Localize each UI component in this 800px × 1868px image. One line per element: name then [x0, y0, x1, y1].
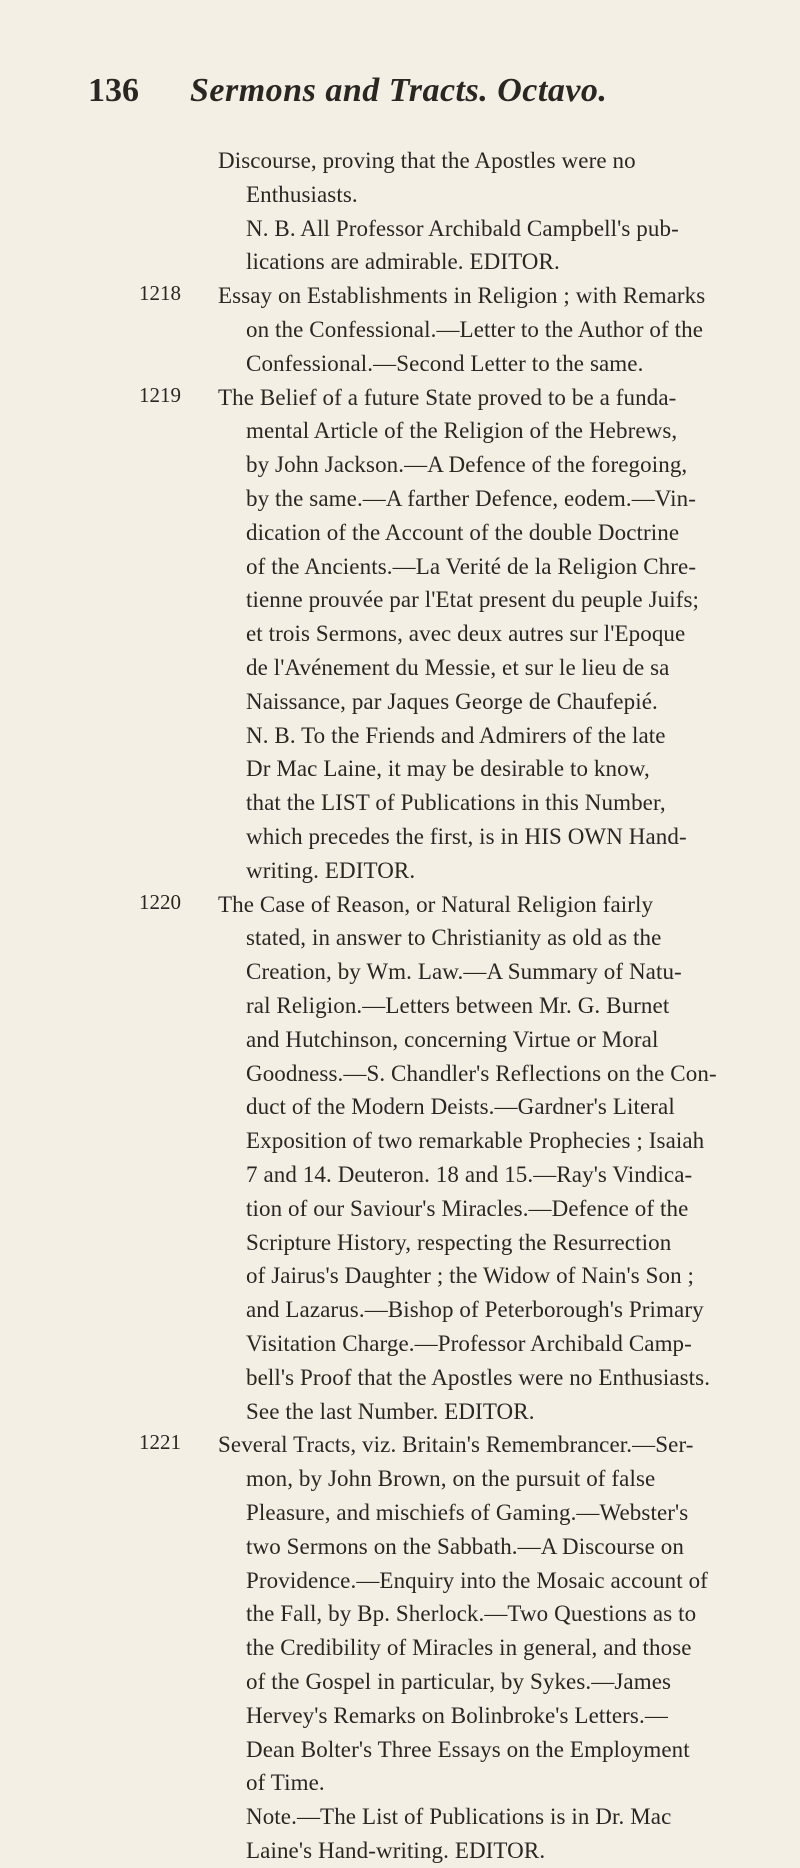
text-line: Scripture History, respecting the Resurrection [246, 1229, 672, 1255]
text-line: The Belief of a future State proved to be a funda- [218, 384, 677, 410]
text-line: Hervey's Remarks on Bolinbroke's Letters.— [246, 1702, 668, 1728]
text-line: Naissance, par Jaques George de Chaufepié. [246, 688, 658, 714]
text-line: and Lazarus.—Bishop of Peterborough's Primary [246, 1297, 704, 1323]
page-header [88, 72, 748, 122]
text-line: et trois Sermons, avec deux autres sur l'Epoque [246, 621, 686, 647]
text-line: mon, by John Brown, on the pursuit of false [246, 1466, 656, 1492]
text-line: dication of the Account of the double Doctrine [246, 519, 680, 545]
text-line: N. B. To the Friends and Admirers of the late [246, 722, 666, 748]
text-line: of Jairus's Daughter ; the Widow of Nain's Son ; [246, 1263, 695, 1289]
entry-text [218, 1428, 748, 1867]
text-line: Laine's Hand-writing. EDITOR. [246, 1837, 546, 1863]
text-line: of the Gospel in particular, by Sykes.—James [246, 1668, 672, 1694]
text-line: and Hutchinson, concerning Virtue or Moral [246, 1026, 659, 1052]
text-line: 7 and 14. Deuteron. 18 and 15.—Ray's Vindica- [246, 1161, 693, 1187]
entry-number: 1220 [139, 889, 181, 914]
text-line: ral Religion.—Letters between Mr. G. Burnet [246, 992, 670, 1018]
text-line: de l'Avénement du Messie, et sur le lieu de sa [246, 654, 670, 680]
text-line: by John Jackson.—A Defence of the foregoing, [246, 452, 688, 478]
text-line: tion of our Saviour's Miracles.—Defence of the [246, 1195, 689, 1221]
text-line: mental Article of the Religion of the Hebrews, [246, 418, 678, 444]
text-line: Dr Mac Laine, it may be desirable to know, [246, 756, 650, 782]
text-line: the Credibility of Miracles in general, and those [246, 1635, 692, 1661]
entry-text [218, 888, 748, 1429]
page-number: 136 [88, 72, 139, 109]
text-line: of Time. [246, 1770, 325, 1796]
text-line: Dean Bolter's Three Essays on the Employment [246, 1736, 690, 1762]
entry-number: 1218 [139, 281, 181, 306]
entry-text [218, 144, 748, 279]
text-line: Visitation Charge.—Professor Archibald Camp- [246, 1330, 692, 1356]
text-line: bell's Proof that the Apostles were no Enthusiasts. [246, 1364, 711, 1390]
text-line: Goodness.—S. Chandler's Reflections on the Con- [246, 1060, 717, 1086]
text-line: Exposition of two remarkable Prophecies ; Isaiah [246, 1128, 705, 1154]
text-line: two Sermons on the Sabbath.—A Discourse on [246, 1533, 684, 1559]
text-line: See the last Number. EDITOR. [246, 1398, 535, 1424]
text-line: N. B. All Professor Archibald Campbell's pub- [246, 215, 679, 241]
text-line: Essay on Establishments in Religion ; with Remarks [218, 283, 706, 309]
text-line: Enthusiasts. [246, 181, 358, 207]
text-line: Discourse, proving that the Apostles were no [218, 148, 636, 173]
text-line: Providence.—Enquiry into the Mosaic account of [246, 1567, 708, 1593]
entry-text [218, 279, 748, 380]
text-line: The Case of Reason, or Natural Religion fairly [218, 891, 654, 917]
running-title: Sermons and Tracts. Octavo. [190, 72, 608, 109]
text-line: Pleasure, and mischiefs of Gaming.—Webster's [246, 1499, 689, 1525]
text-line: duct of the Modern Deists.—Gardner's Literal [246, 1094, 675, 1120]
entry-text [218, 381, 748, 888]
text-line: by the same.—A farther Defence, eodem.—Vin- [246, 485, 696, 511]
text-line: that the LIST of Publications in this Number, [246, 790, 666, 816]
entry-number: 1219 [139, 382, 181, 407]
text-line: which precedes the first, is in HIS OWN Hand- [246, 823, 687, 849]
text-line: writing. EDITOR. [246, 857, 416, 883]
text-line: tienne prouvée par l'Etat present du peuple Juifs; [246, 587, 700, 613]
text-line: stated, in answer to Christianity as old as the [246, 925, 662, 951]
text-line: the Fall, by Bp. Sherlock.—Two Questions as to [246, 1601, 697, 1627]
entry-number: 1221 [139, 1430, 181, 1455]
text-line: on the Confessional.—Letter to the Author of the [246, 316, 704, 342]
text-line: Creation, by Wm. Law.—A Summary of Natu- [246, 959, 682, 985]
text-line: lications are admirable. EDITOR. [246, 249, 560, 275]
text-line: Note.—The List of Publications is in Dr. Mac [246, 1804, 672, 1830]
text-line: Confessional.—Second Letter to the same. [246, 350, 644, 376]
text-line: of the Ancients.—La Verité de la Religion Chre- [246, 553, 697, 579]
text-line: Several Tracts, viz. Britain's Remembrancer.—Ser- [218, 1432, 694, 1458]
